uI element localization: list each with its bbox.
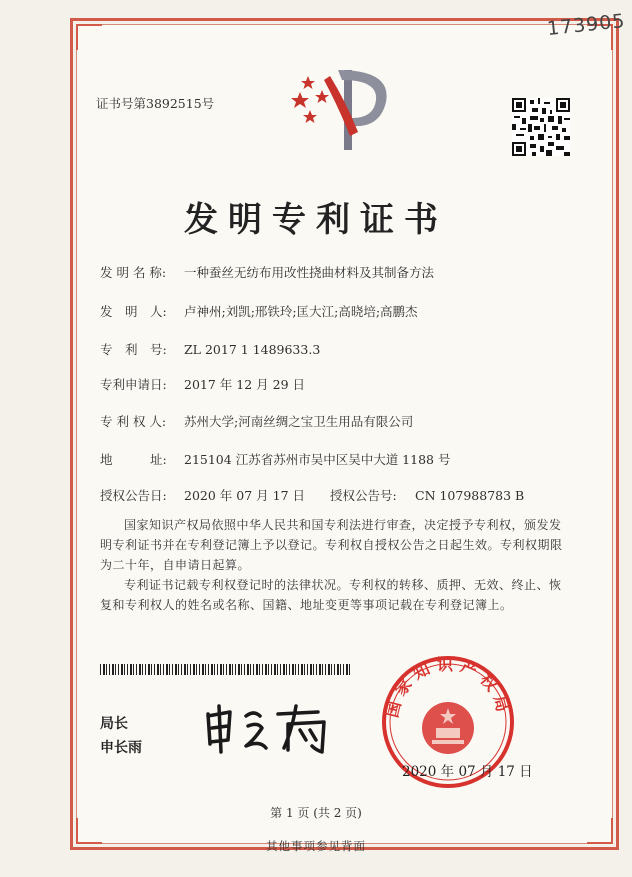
field-address <box>100 450 450 468</box>
statement-paragraph: 专利证书记载专利权登记时的法律状况。专利权的转移、质押、无效、终止、恢复和专利权人的姓名或名称、国籍、地址变更等事项记载在专利登记簿上。 <box>100 578 562 612</box>
field-label: 专利申请日: <box>100 377 167 392</box>
field-value: 苏州大学;河南丝绸之宝卫生用品有限公司 <box>184 414 414 429</box>
page-number: 第 1 页 (共 2 页) <box>270 806 362 820</box>
qr-code-icon <box>512 98 570 156</box>
national-emblem-icon <box>422 702 474 754</box>
field-label: 授权公告号: <box>330 488 397 503</box>
field-label: 授权公告日: <box>100 488 167 503</box>
field-value: CN 107988783 B <box>415 488 525 503</box>
field-value: 卢神州;刘凯;邢铁玲;匡大江;高晓培;高鹏杰 <box>184 304 418 319</box>
field-label: 专 利 号: <box>100 342 167 357</box>
barcode-icon <box>100 664 350 675</box>
field-patent-number <box>100 340 320 358</box>
field-application-date <box>100 375 305 393</box>
field-invention-name <box>100 263 434 281</box>
handwritten-signature-icon <box>200 700 340 760</box>
corner-ornament <box>76 24 102 50</box>
field-label: 专 利 权 人: <box>100 414 167 429</box>
field-value: 2020 年 07 月 17 日 <box>184 488 305 503</box>
certificate-title: 发明专利证书 <box>184 200 448 240</box>
field-value: 2017 年 12 月 29 日 <box>184 377 305 392</box>
field-grant-date <box>100 486 305 504</box>
field-value: 一种蚕丝无纺布用改性挠曲材料及其制备方法 <box>184 265 435 280</box>
footer-note: 其他事项参见背面 <box>266 839 366 853</box>
signatory-title: 局长 <box>100 716 128 732</box>
field-label: 发 明 名 称: <box>100 265 167 280</box>
field-inventors <box>100 302 418 320</box>
seal-text: 国家知识产权局 <box>382 655 514 720</box>
certificate-number: 证书号第3892515号 <box>96 96 215 111</box>
field-value: ZL 2017 1 1489633.3 <box>184 342 321 357</box>
handwritten-note: 173905 <box>546 9 627 41</box>
signatory-name: 申长雨 <box>100 740 142 756</box>
field-value: 215104 江苏省苏州市吴中区吴中大道 1188 号 <box>184 452 451 467</box>
statement-paragraph: 国家知识产权局依照中华人民共和国专利法进行审查，决定授予专利权，颁发发明专利证书并在专利登记簿上予以登记。专利权自授权公告之日起生效。专利权期限为二十年，自申请日起算。 <box>100 518 563 572</box>
field-grant-number <box>330 486 524 504</box>
field-label: 地 址: <box>100 452 167 467</box>
field-label: 发 明 人: <box>100 304 167 319</box>
field-patentee <box>100 412 413 430</box>
seal-date: 2020 年 07 月 17 日 <box>402 764 533 780</box>
cnipa-logo-icon <box>282 40 402 160</box>
